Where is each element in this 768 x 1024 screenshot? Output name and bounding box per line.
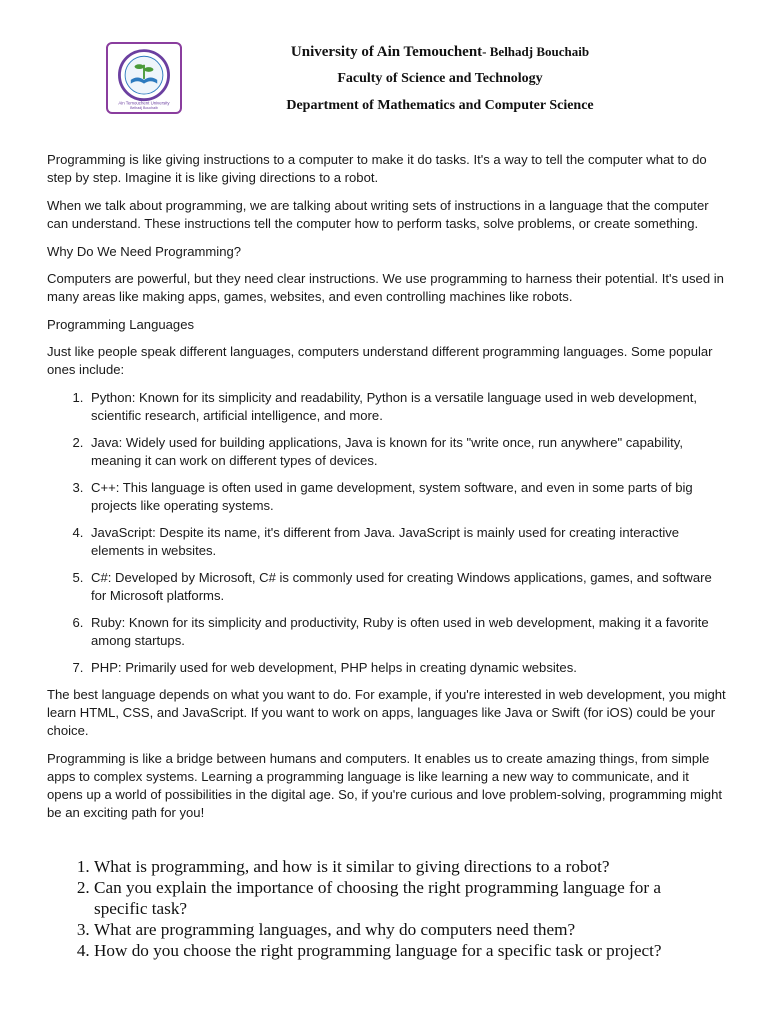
intro-paragraph: Programming is like giving instructions to a computer to make it do tasks. It's a way to tell the computer what to do step by step. Imagine it is like giving directions to a robot. [47, 152, 707, 185]
list-item: 5. C#: Developed by Microsoft, C# is commonly used for creating Windows applications, games, and software for Microsoft platforms. [87, 569, 727, 605]
university-name [200, 44, 680, 61]
questions-list [70, 856, 710, 961]
department-name: Department of Mathematics and Computer Science [286, 98, 594, 113]
document-body [47, 151, 727, 832]
logo-caption-2: Belhadj Bouchaib [130, 106, 158, 111]
list-item: 7. PHP: Primarily used for web development, PHP helps in creating dynamic websites. [87, 659, 727, 677]
languages-intro-paragraph: Just like people speak different languages, computers understand different programming languages. Some popular ones include: [47, 344, 713, 377]
logo-caption-1: Ain Temouchent University [118, 100, 170, 106]
list-item: 3. C++: This language is often used in game development, system software, and even in some parts of big projects like operating systems. [87, 479, 727, 515]
question-item: 4. How do you choose the right programming language for a specific task or project? [94, 940, 710, 961]
conclusion-paragraph: Programming is like a bridge between humans and computers. It enables us to create amazing things, from simple apps to complex systems. Learning a programming language is like learning a new way to communicate, and it opens up a world of possibilities in the digital age. So, if you're curious and love problem-solving, programming might be an exciting path for you! [47, 751, 722, 820]
university-suffix: - Belhadj Bouchaib [482, 44, 590, 59]
question-item: 2. Can you explain the importance of choosing the right programming language for a specific task? [94, 877, 710, 919]
programming-definition-paragraph: When we talk about programming, we are talking about writing sets of instructions in a language that the computer can understand. These instructions tell the computer how to perform tasks, solve problems, or create something. [47, 198, 709, 231]
list-item: 2. Java: Widely used for building applications, Java is known for its "write once, run anywhere" capability, meaning it can work on different types of devices. [87, 434, 727, 470]
best-language-paragraph: The best language depends on what you want to do. For example, if you're interested in web development, you might learn HTML, CSS, and JavaScript. If you want to work on apps, languages like Java or Swift (for iOS) could be your choice. [47, 687, 726, 738]
why-paragraph: Computers are powerful, but they need clear instructions. We use programming to harness their potential. It's used in many areas like making apps, games, websites, and even controlling machines like robots. [47, 271, 724, 304]
university-seal-icon [108, 44, 180, 112]
document-header [0, 0, 768, 130]
section-heading-languages: Programming Languages [47, 317, 195, 332]
question-item: 3. What are programming languages, and why do computers need them? [94, 919, 710, 940]
faculty-name: Faculty of Science and Technology [337, 71, 543, 86]
university-title: University of Ain Temouchent [290, 44, 483, 60]
languages-list [47, 389, 727, 677]
list-item: 6. Ruby: Known for its simplicity and productivity, Ruby is often used in web development, making it a favorite among startups. [87, 614, 727, 650]
section-heading-why: Why Do We Need Programming? [47, 244, 242, 259]
university-logo [106, 42, 182, 114]
list-item: 1. Python: Known for its simplicity and readability, Python is a versatile language used in web development, scientific research, artificial intelligence, and more. [87, 389, 727, 425]
questions-section [70, 856, 710, 961]
list-item: 4. JavaScript: Despite its name, it's different from Java. JavaScript is mainly used for creating interactive elements in websites. [87, 524, 727, 560]
question-item: 1. What is programming, and how is it similar to giving directions to a robot? [94, 856, 710, 877]
